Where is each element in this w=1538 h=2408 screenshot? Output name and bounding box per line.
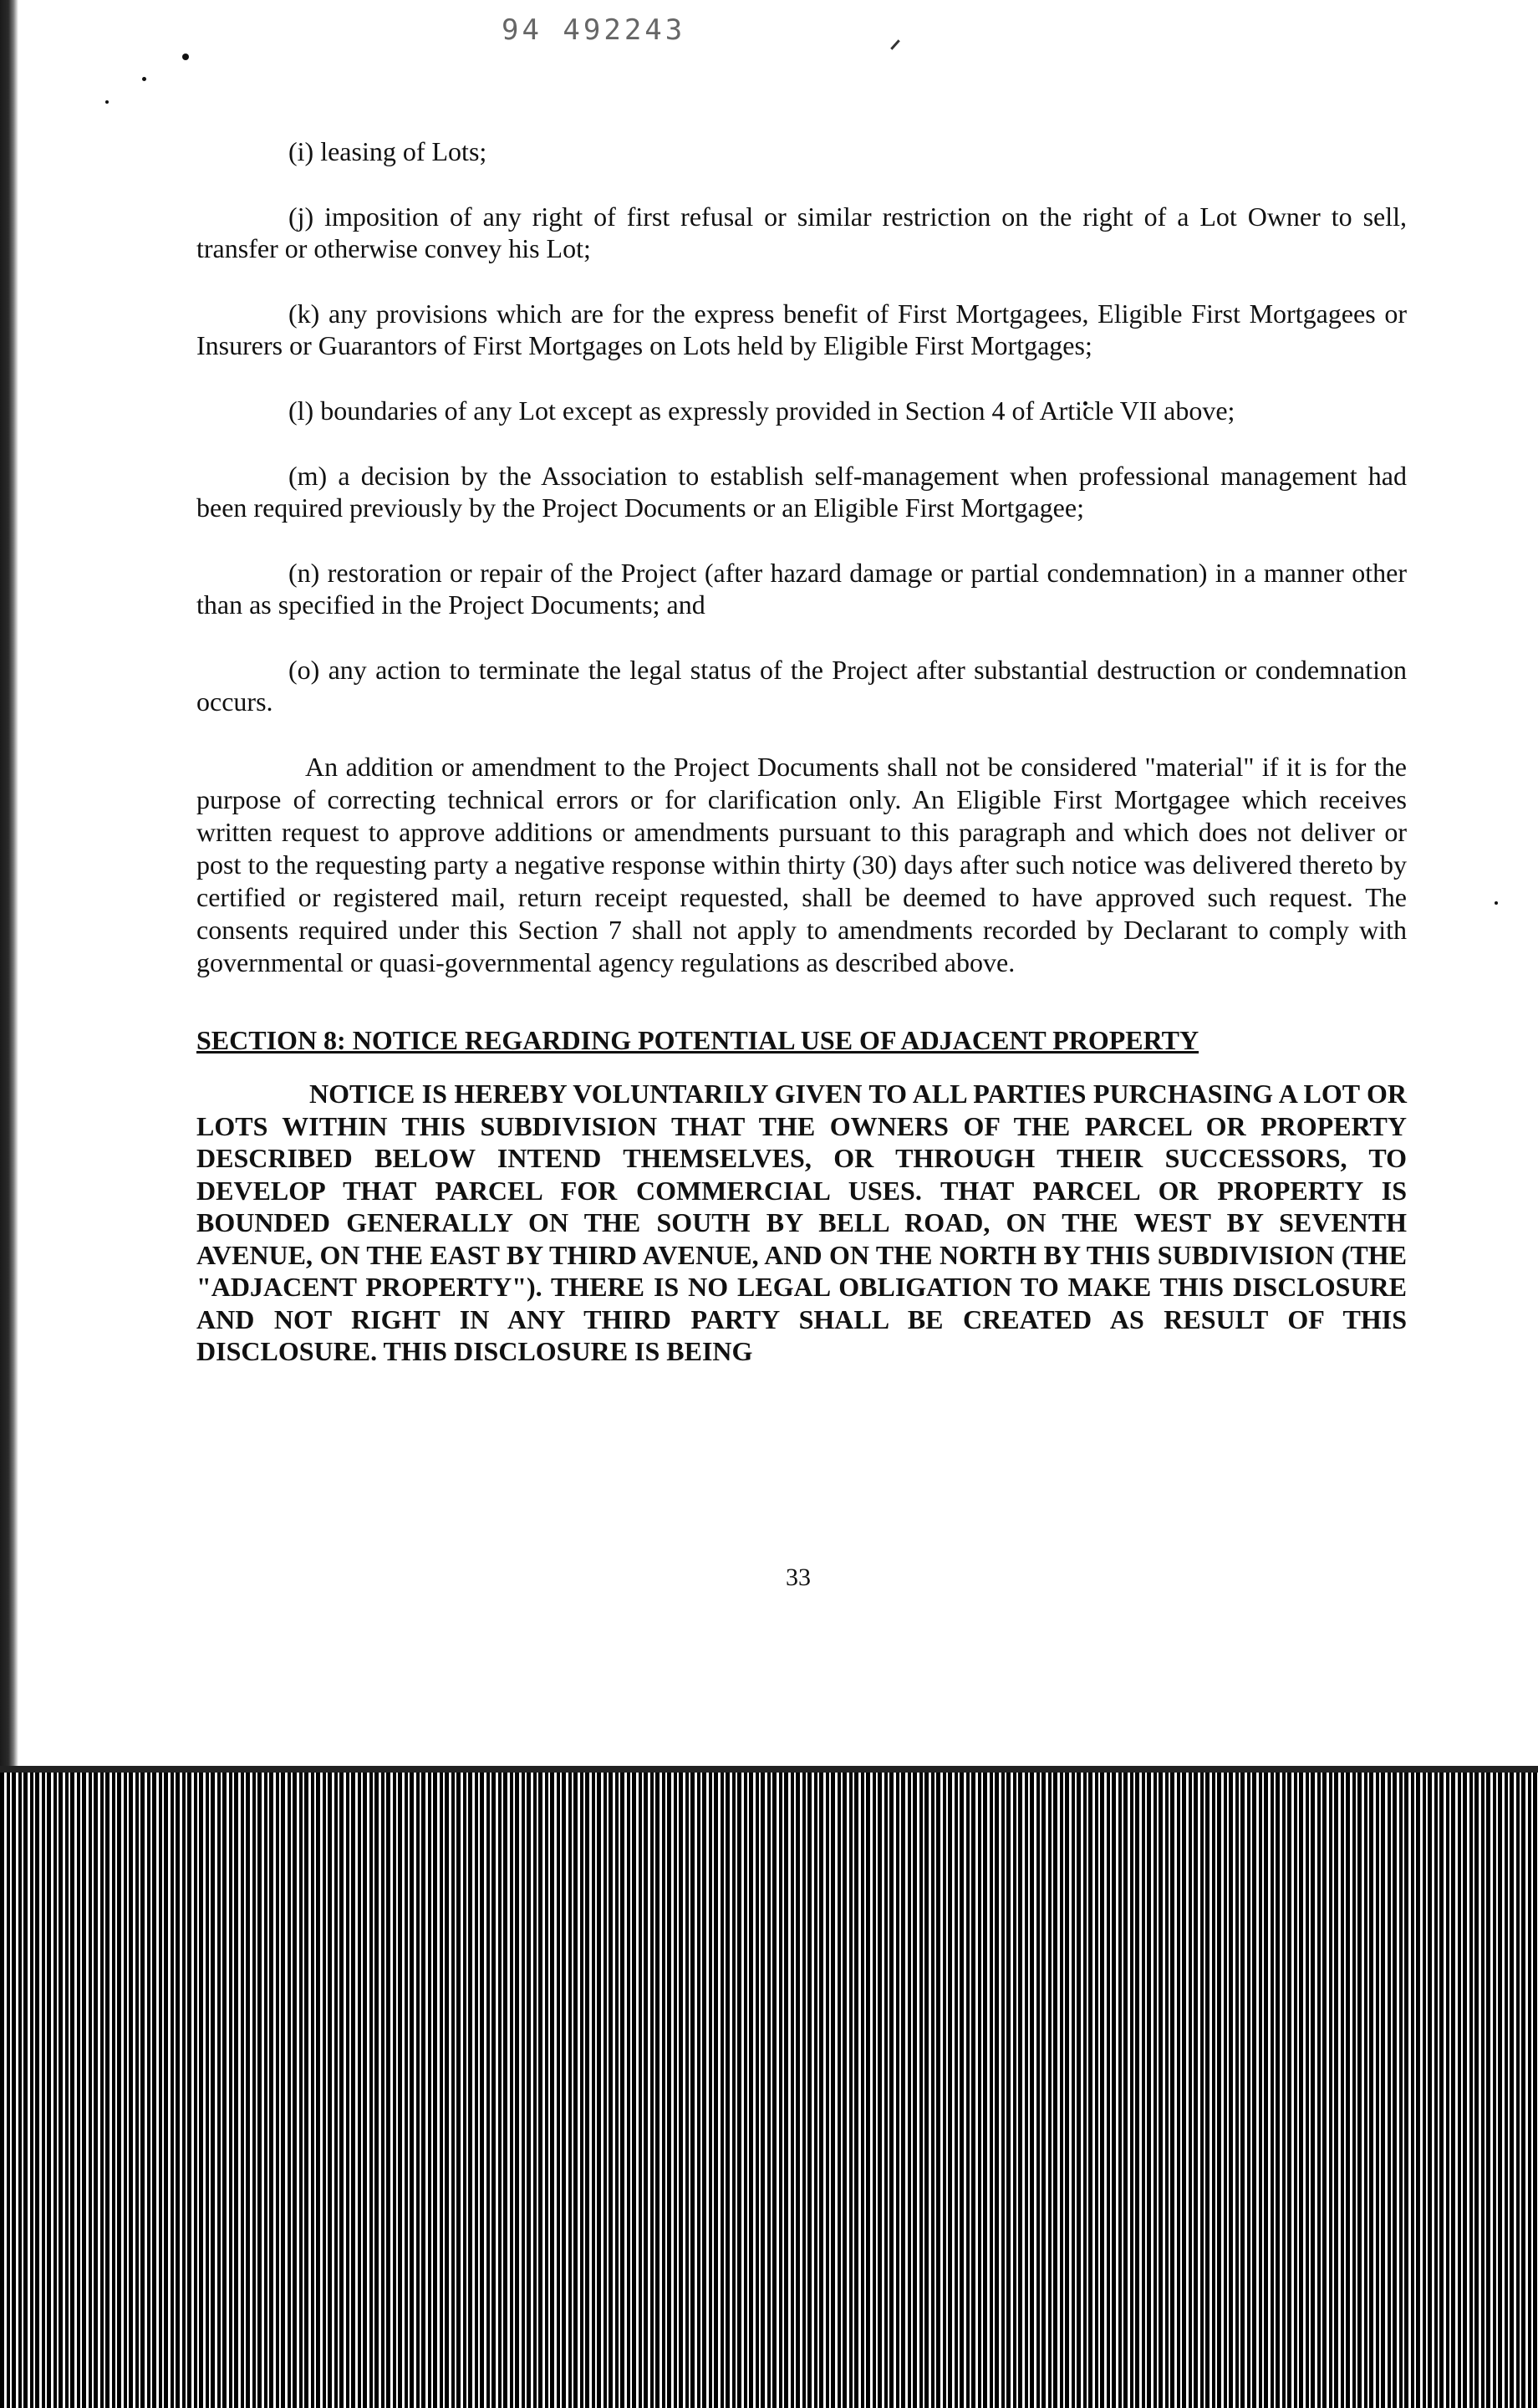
scan-mark — [890, 39, 900, 49]
scan-left-edge — [0, 0, 18, 1773]
recording-stamp: 94 492243 — [502, 13, 686, 47]
clause-o: (o) any action to terminate the legal status of the Project after substantial destruction or condemnation occurs. — [196, 655, 1407, 717]
clause-n: (n) restoration or repair of the Project (after hazard damage or partial condemnation) in a manner other than as specified in the Project Documents; and — [196, 558, 1407, 620]
clause-l: (l) boundaries of any Lot except as expressly provided in Section 4 of Article VII above; — [288, 395, 1235, 426]
document-body — [196, 135, 1407, 1368]
clause-i: (i) leasing of Lots; — [288, 136, 487, 166]
clause-k: (k) any provisions which are for the express benefit of First Mortgagees, Eligible First Mortgagees or Insurers or Guarantors of First Mortgages on Lots held by Eligible First Mortgages; — [196, 298, 1407, 360]
amendment-paragraph: An addition or amendment to the Project Documents shall not be considered "material" if it is for the purpose of correcting technical errors or for clarification only. An Eligible First Mortgagee which receives written request to approve additions or amendments pursuant to this paragraph and which does not deliver or post to the requesting party a negative response within thirty (30) days after such notice was delivered thereto by certified or registered mail, return receipt requested, shall be deemed to have approved such request. The consents required under this Section 7 shall not apply to amendments recorded by Declarant to comply with governmental or quasi-governmental agency regulations as described above. — [196, 752, 1407, 977]
scan-speck — [182, 54, 189, 60]
notice-paragraph: NOTICE IS HEREBY VOLUNTARILY GIVEN TO ALL PARTIES PURCHASING A LOT OR LOTS WITHIN THIS SUBDIVISION THAT THE OWNERS OF THE PARCEL OR PROPERTY DESCRIBED BELOW INTEND THEMSELVES, OR THROUGH THEIR SUCCESSORS, TO DEVELOP THAT PARCEL FOR COMMERCIAL USES. THAT PARCEL OR PROPERTY IS BOUNDED GENERALLY ON THE SOUTH BY BELL ROAD, ON THE WEST BY SEVENTH AVENUE, ON THE EAST BY THIRD AVENUE, AND ON THE NORTH BY THIS SUBDIVISION (THE "ADJACENT PROPERTY"). THERE IS NO LEGAL OBLIGATION TO MAKE THIS DISCLOSURE AND NOT RIGHT IN ANY THIRD PARTY SHALL BE CREATED AS RESULT OF THIS DISCLOSURE. THIS DISCLOSURE IS BEING — [196, 1079, 1407, 1366]
clause-m: (m) a decision by the Association to establish self-management when professional management had been required previously by the Project Documents or an Eligible First Mortgagee; — [196, 461, 1407, 523]
scan-speck — [1495, 901, 1498, 905]
scan-speck — [105, 100, 109, 104]
page-number: 33 — [786, 1564, 811, 1591]
scan-speck — [142, 77, 146, 81]
scan-artifact-stripes — [0, 1773, 1538, 2408]
clause-j: (j) imposition of any right of first refusal or similar restriction on the right of a Lot Owner to sell, transfer or otherwise convey his Lot; — [196, 202, 1407, 263]
section-heading: SECTION 8: NOTICE REGARDING POTENTIAL USE OF ADJACENT PROPERTY — [196, 1025, 1199, 1055]
